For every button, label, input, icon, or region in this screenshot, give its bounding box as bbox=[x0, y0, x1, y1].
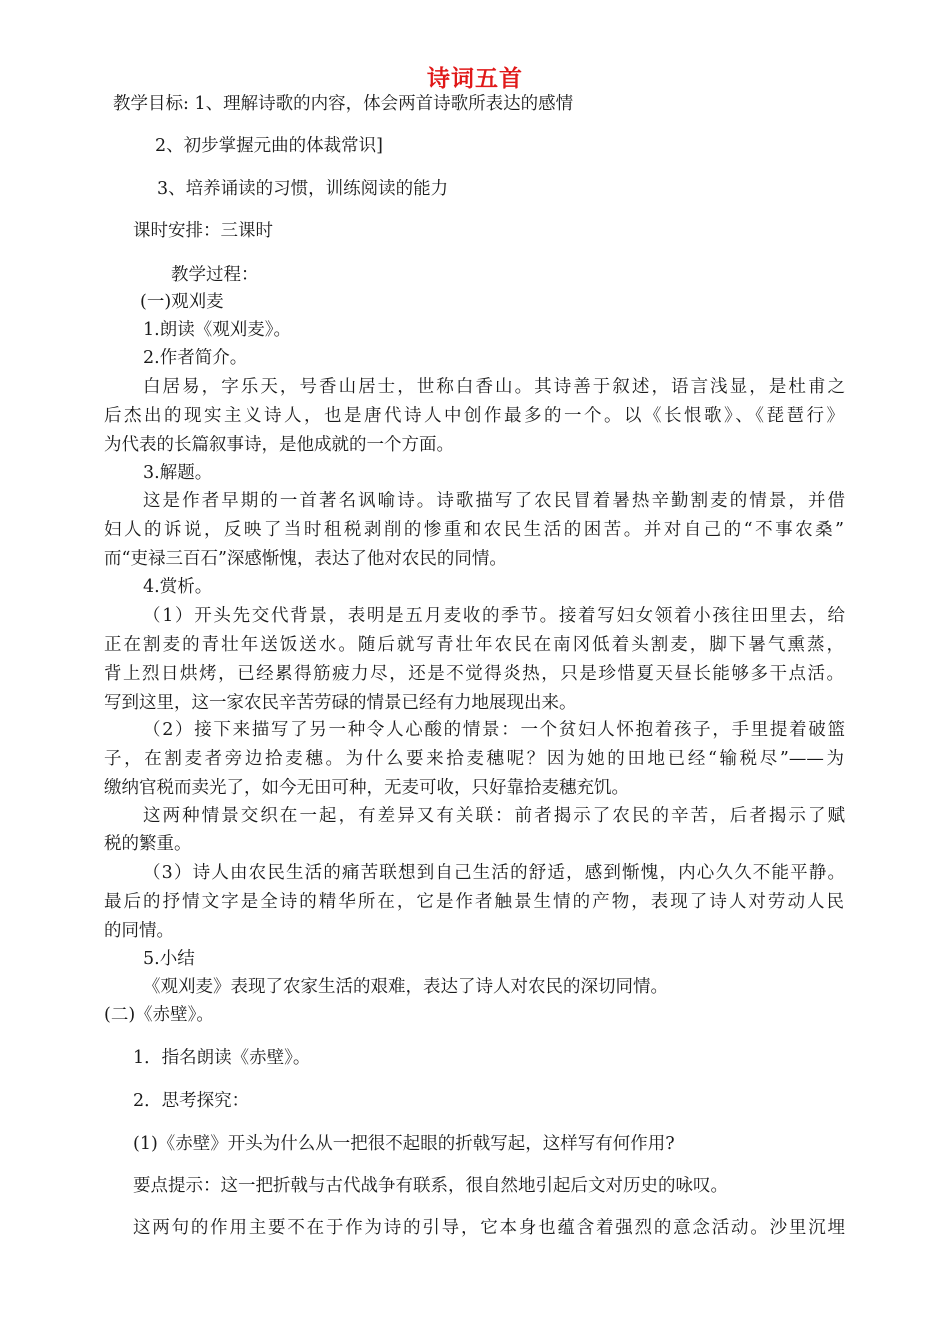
section-1-heading: (一)观刈麦 bbox=[140, 292, 224, 312]
step-author-intro: 2.作者简介。 bbox=[143, 348, 248, 368]
section-2-heading: (二)《赤壁》。 bbox=[104, 1005, 214, 1025]
teaching-goal-1: 教学目标: 1、理解诗歌的内容，体会两首诗歌所表达的感情 bbox=[113, 94, 574, 114]
step-read-aloud: 1.朗读《观刈麦》。 bbox=[143, 320, 291, 340]
appreciation-1-line: 写到这里，这一家农民辛苦劳碌的情景已经有力地展现出来。 bbox=[104, 693, 577, 713]
appreciation-4-line: 的同情。 bbox=[104, 921, 174, 941]
appreciation-3-line: 税的繁重。 bbox=[104, 834, 192, 854]
author-paragraph-line: 白居易，字乐天，号香山居士，世称白香山。其诗善于叙述，语言浅显，是杜甫之 bbox=[143, 377, 845, 397]
step-think-explore: 2．思考探究： bbox=[133, 1091, 250, 1111]
title-paragraph-line: 而“吏禄三百石”深感惭愧，表达了他对农民的同情。 bbox=[104, 549, 507, 569]
page-title: 诗词五首 bbox=[427, 66, 523, 92]
author-paragraph-line: 为代表的长篇叙事诗，是他成就的一个方面。 bbox=[104, 435, 454, 455]
step-summary: 5.小结 bbox=[143, 949, 195, 969]
appreciation-1-line: 正在割麦的青壮年送饭送水。随后就写青壮年农民在南冈低着头割麦，脚下暑气熏蒸， bbox=[104, 635, 844, 655]
class-schedule: 课时安排：三课时 bbox=[133, 221, 273, 241]
appreciation-4-line: （3）诗人由农民生活的痛苦联想到自己生活的舒适，感到惭愧，内心久久不能平静。 bbox=[143, 863, 845, 883]
teaching-goal-3: 3、培养诵读的习惯，训练阅读的能力 bbox=[157, 179, 449, 199]
appreciation-3-line: 这两种情景交织在一起，有差异又有关联：前者揭示了农民的辛苦，后者揭示了赋 bbox=[143, 806, 845, 826]
appreciation-4-line: 最后的抒情文字是全诗的精华所在，它是作者触景生情的产物，表现了诗人对劳动人民 bbox=[104, 892, 844, 912]
key-hint: 要点提示：这一把折戟与古代战争有联系，很自然地引起后文对历史的咏叹。 bbox=[133, 1176, 728, 1196]
title-paragraph-line: 这是作者早期的一首著名讽喻诗。诗歌描写了农民冒着暑热辛勤割麦的情景，并借 bbox=[143, 491, 845, 511]
process-heading: 教学过程： bbox=[171, 265, 259, 285]
summary-text: 《观刈麦》表现了农家生活的艰难，表达了诗人对农民的深切同情。 bbox=[143, 977, 668, 997]
appreciation-1-line: （1）开头先交代背景，表明是五月麦收的季节。接着写妇女领着小孩往田里去，给 bbox=[143, 606, 845, 626]
appreciation-2-line: 子，在割麦者旁边拾麦穗。为什么要来拾麦穗呢？因为她的田地已经“输税尽”——为 bbox=[104, 749, 844, 769]
author-paragraph-line: 后杰出的现实主义诗人，也是唐代诗人中创作最多的一个。以《长恨歌》、《琵琶行》 bbox=[104, 406, 844, 426]
appreciation-2-line: （2）接下来描写了另一种令人心酸的情景：一个贫妇人怀抱着孩子，手里提着破篮 bbox=[143, 720, 845, 740]
teaching-goal-2: 2、初步掌握元曲的体裁常识] bbox=[155, 136, 383, 156]
step-appreciation: 4.赏析。 bbox=[143, 577, 213, 597]
title-paragraph-line: 妇人的诉说，反映了当时租税剥削的惨重和农民生活的困苦。并对自己的“不事农桑” bbox=[104, 520, 844, 540]
step-title-explain: 3.解题。 bbox=[143, 463, 213, 483]
appreciation-2-line: 缴纳官税而卖光了，如今无田可种，无麦可收，只好靠拾麦穗充饥。 bbox=[104, 778, 629, 798]
question-1: (1)《赤壁》开头为什么从一把很不起眼的折戟写起，这样写有何作用? bbox=[133, 1134, 675, 1154]
step-name-reading: 1．指名朗读《赤壁》。 bbox=[133, 1048, 311, 1068]
appreciation-1-line: 背上烈日烘烤，已经累得筋疲力尽，还是不觉得炎热，只是珍惜夏天昼长能够多干点活。 bbox=[104, 664, 844, 684]
explanation-line: 这两句的作用主要不在于作为诗的引导，它本身也蕴含着强烈的意念活动。沙里沉埋 bbox=[133, 1218, 845, 1238]
